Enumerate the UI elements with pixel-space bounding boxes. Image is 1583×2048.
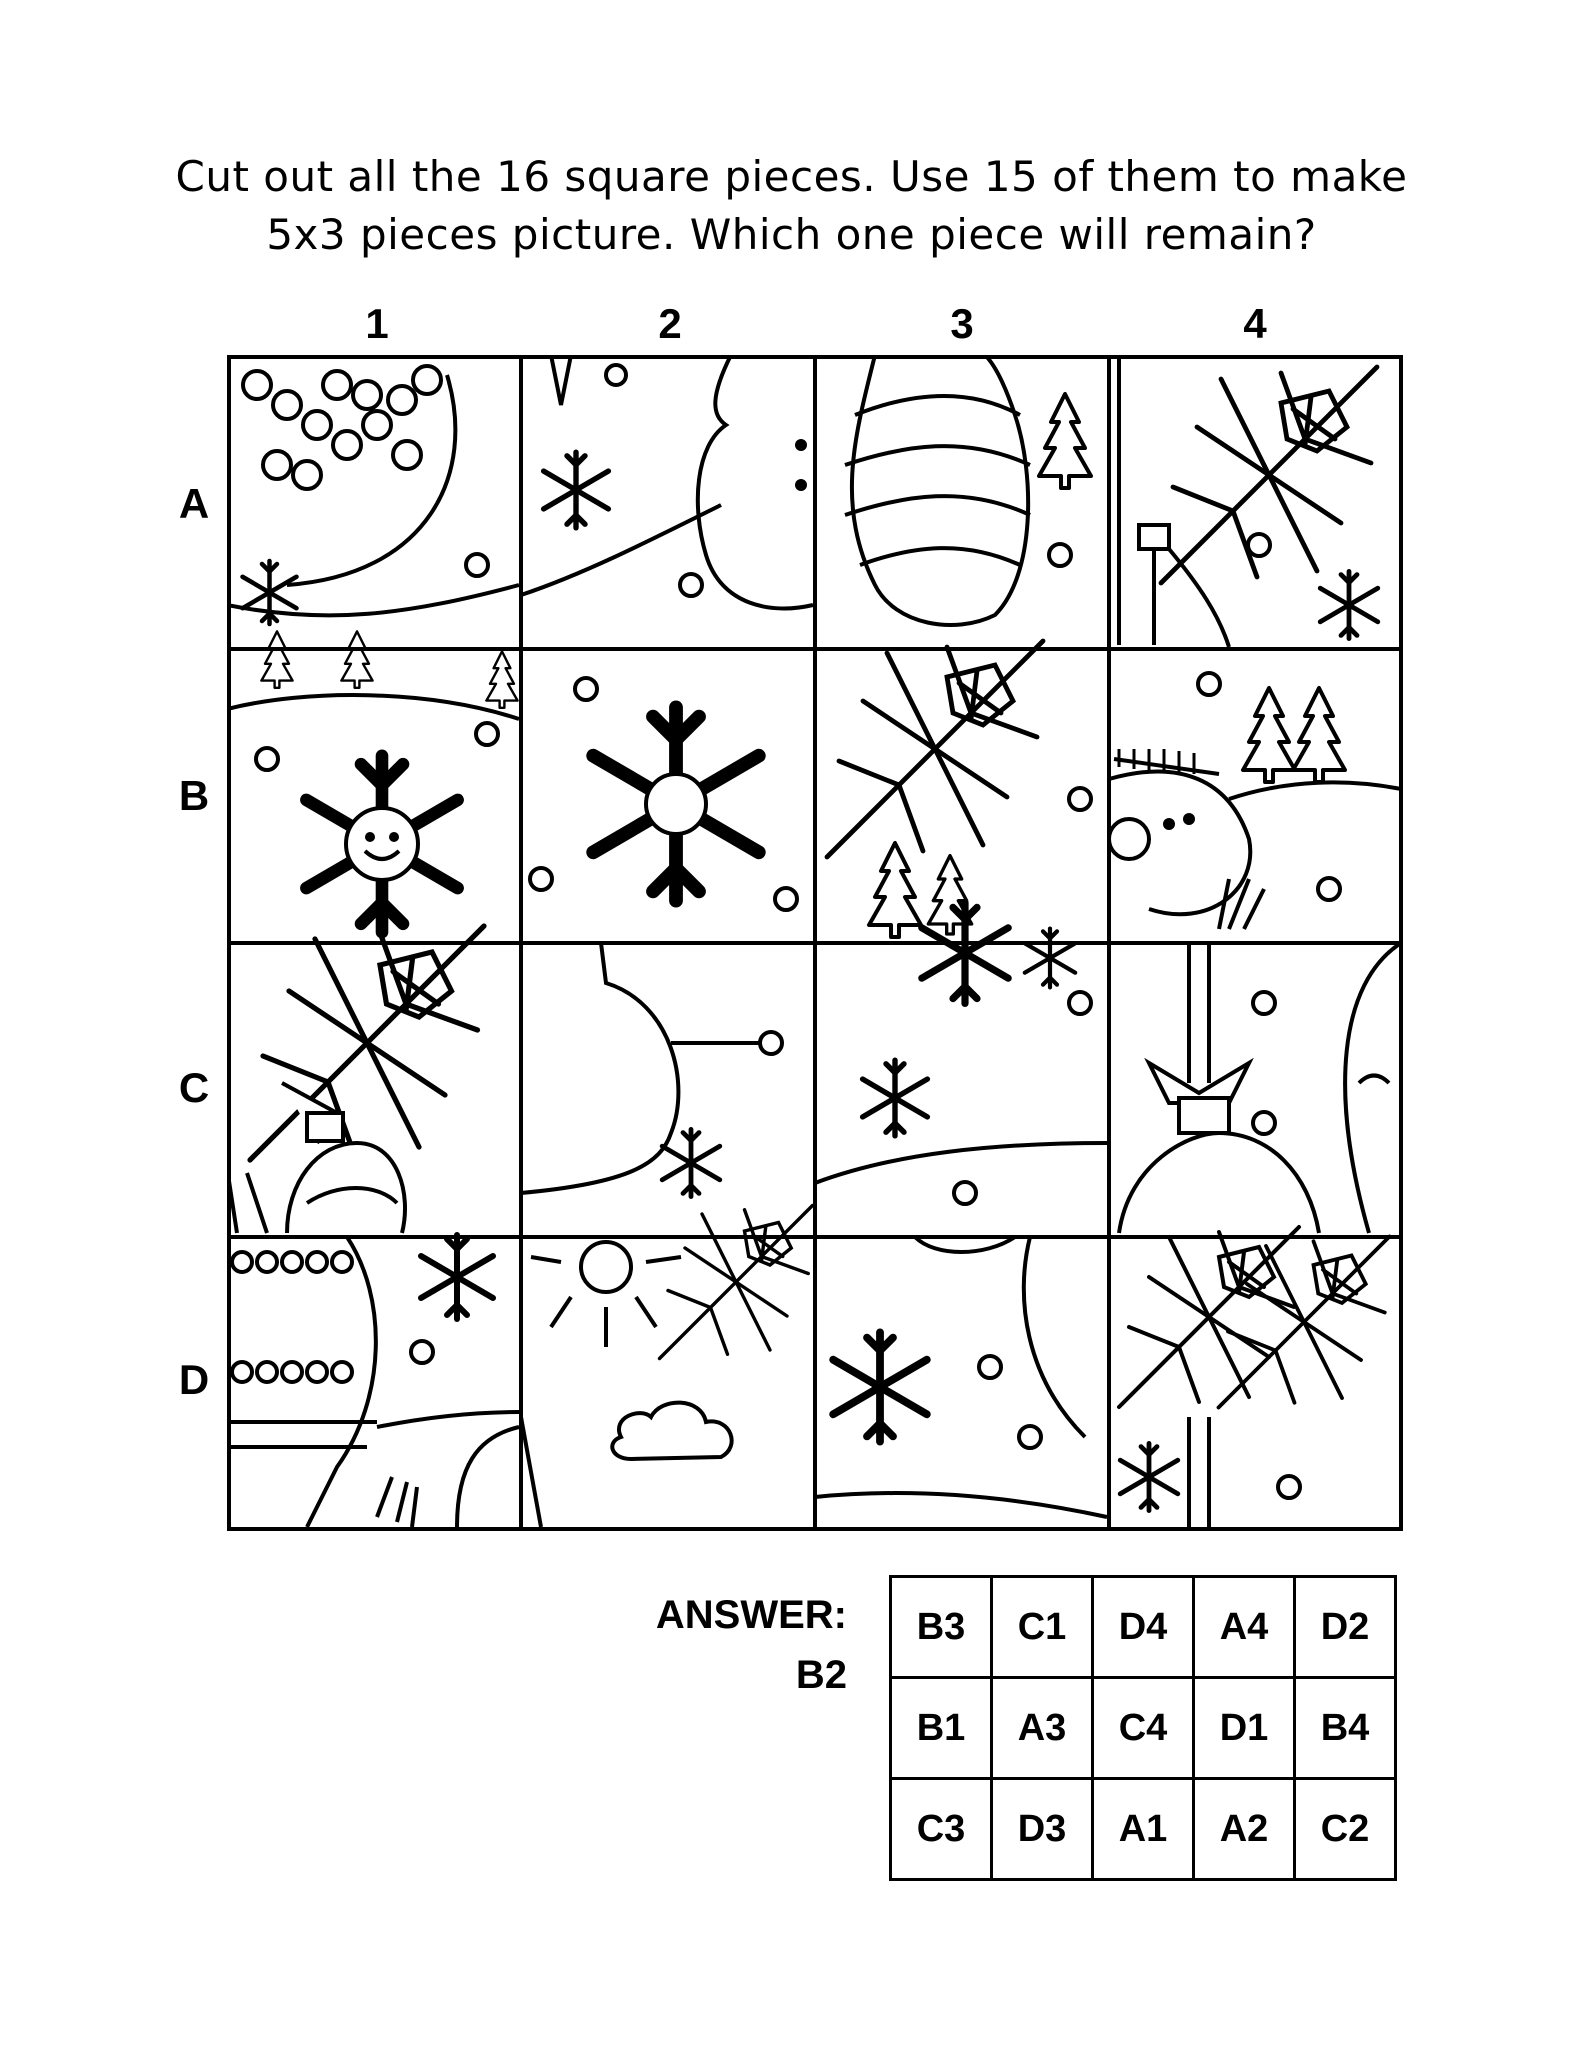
instructions (0, 148, 1583, 264)
row-label-a: A (178, 480, 210, 527)
answer-cell: C4 (1093, 1678, 1194, 1779)
answer-grid-row (891, 1678, 1396, 1779)
answer-value: B2 (795, 1653, 847, 1697)
instructions-line-1: Cut out all the 16 square pieces. Use 15 of them to make (175, 152, 1408, 201)
answer-cell: D3 (992, 1779, 1093, 1880)
answer-cell: A1 (1093, 1779, 1194, 1880)
answer-cell: C1 (992, 1577, 1093, 1678)
answer-cell: A4 (1194, 1577, 1295, 1678)
answer-cell: B3 (891, 1577, 992, 1678)
column-label-2: 2 (658, 300, 682, 347)
puzzle-grid (227, 355, 1403, 1531)
instructions-line-2: 5x3 pieces picture. Which one piece will remain? (266, 210, 1317, 259)
column-label-4: 4 (1243, 300, 1267, 347)
row-label-d: D (178, 1356, 210, 1403)
answer-cell: C3 (891, 1779, 992, 1880)
answer-cell: D4 (1093, 1577, 1194, 1678)
column-label-3: 3 (950, 300, 974, 347)
answer-grid-row (891, 1779, 1396, 1880)
answer-label: ANSWER: (655, 1593, 847, 1637)
row-label-c: C (178, 1064, 210, 1111)
column-label-1: 1 (365, 300, 389, 347)
answer-block (656, 1585, 847, 1705)
answer-cell: A3 (992, 1678, 1093, 1779)
answer-cell: C2 (1295, 1779, 1396, 1880)
answer-cell: B1 (891, 1678, 992, 1779)
answer-grid (889, 1575, 1397, 1881)
answer-grid-row (891, 1577, 1396, 1678)
row-label-b: B (178, 772, 210, 819)
answer-cell: D2 (1295, 1577, 1396, 1678)
answer-cell: B4 (1295, 1678, 1396, 1779)
answer-cell: A2 (1194, 1779, 1295, 1880)
answer-cell: D1 (1194, 1678, 1295, 1779)
